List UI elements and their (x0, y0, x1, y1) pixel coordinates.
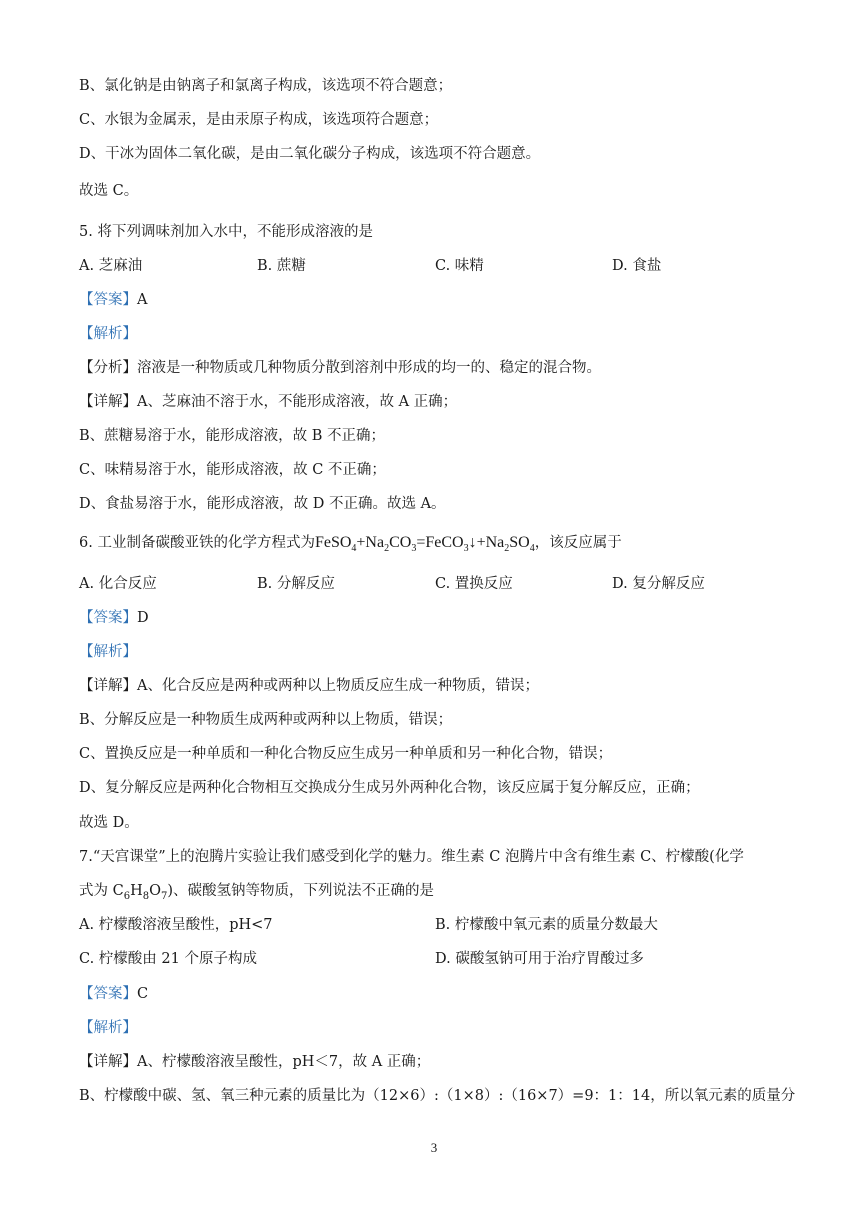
analysis-tag: 【解析】 (79, 1020, 137, 1036)
detail-text: A、化合反应是两种或两种以上物质反应生成一种物质，错误； (137, 678, 539, 694)
option-d: D. 复分解反应 (612, 576, 705, 592)
detail-text: A、芝麻油不溶于水，不能形成溶液，故 A 正确； (137, 394, 458, 410)
text-line: B、蔗糖易溶于水，能形成溶液，故 B 不正确； (79, 428, 386, 444)
detail-tag: 【详解】 (79, 1054, 137, 1070)
formula-sub: 3 (411, 543, 417, 555)
text-line: D、干冰为固体二氧化碳，是由二氧化碳分子构成，该选项不符合题意。 (79, 146, 541, 162)
answer-tag: 【答案】 (79, 986, 137, 1002)
formula-sub: 4 (351, 543, 357, 555)
answer-value: C (137, 986, 149, 1002)
detail-tag: 【详解】 (79, 678, 137, 694)
text-line: D、食盐易溶于水，能形成溶液，故 D 不正确。故选 A。 (79, 496, 446, 512)
option-c: C. 味精 (435, 258, 484, 274)
question-5: 5. 将下列调味剂加入水中，不能形成溶液的是 (79, 224, 373, 240)
option-a: A. 芝麻油 (79, 258, 143, 274)
question-7-cont (79, 881, 434, 907)
page-number: 3 (430, 1140, 438, 1155)
option-b: B. 蔗糖 (257, 258, 306, 274)
fenxi-text: 溶液是一种物质或几种物质分散到溶剂中形成的均一的、稳定的混合物。 (137, 360, 601, 376)
option-a: A. 化合反应 (79, 576, 157, 592)
answer-value: D (137, 610, 149, 626)
text-line: B、柠檬酸中碳、氢、氧三种元素的质量比为（12×6）:（1×8）:（16×7）=9：1：14，所以氧元素的质量分 (79, 1088, 796, 1104)
answer-line (79, 290, 147, 310)
text-line: 故选 D。 (79, 815, 139, 831)
analysis-line (79, 358, 601, 378)
q7-suffix: )、碳酸氢钠等物质，下列说法不正确的是 (167, 883, 435, 899)
formula-sub: 4 (529, 543, 535, 555)
detail-line (79, 676, 539, 696)
formula-part: +Na (356, 534, 385, 551)
question-6-suffix: ，该反应属于 (534, 535, 622, 551)
formula-part: O (149, 883, 162, 899)
detail-line (79, 392, 457, 412)
question-7: 7.“天宫课堂”上的泡腾片实验让我们感受到化学的魅力。维生素 C 泡腾片中含有维生素 C、柠檬酸(化学 (79, 849, 744, 865)
answer-line (79, 608, 149, 628)
answer-tag: 【答案】 (79, 292, 137, 308)
question-6-prefix: 6. 工业制备碳酸亚铁的化学方程式为 (79, 535, 315, 551)
formula-part: +Na (476, 534, 505, 551)
formula-sub: 2 (504, 543, 510, 555)
formula-sub: 3 (463, 543, 469, 555)
option-d: D. 碳酸氢钠可用于治疗胃酸过多 (435, 951, 644, 967)
formula-part: SO (509, 534, 530, 551)
answer-line (79, 984, 148, 1004)
formula-part: =FeCO (416, 534, 464, 551)
formula-sub: 7 (161, 890, 168, 902)
analysis-tag: 【解析】 (79, 326, 137, 342)
option-b: B. 分解反应 (257, 576, 335, 592)
option-a: A. 柠檬酸溶液呈酸性，pH<7 (79, 917, 273, 933)
answer-tag: 【答案】 (79, 610, 137, 626)
option-c: C. 柠檬酸由 21 个原子构成 (79, 951, 257, 967)
analysis-tag: 【解析】 (79, 644, 137, 660)
text-line: C、置换反应是一种单质和一种化合物反应生成另一种单质和另一种化合物，错误； (79, 746, 613, 762)
chemical-equation (314, 534, 535, 555)
option-c: C. 置换反应 (435, 576, 513, 592)
fenxi-tag: 【分析】 (79, 360, 137, 376)
formula-part: H (130, 883, 143, 899)
formula-part: CO (389, 534, 412, 551)
text-line: B、分解反应是一种物质生成两种或两种以上物质，错误； (79, 712, 453, 728)
text-line: C、味精易溶于水，能形成溶液，故 C 不正确； (79, 462, 386, 478)
answer-value: A (137, 292, 148, 308)
detail-text: A、柠檬酸溶液呈酸性，pH＜7，故 A 正确； (137, 1054, 431, 1070)
formula-part: FeSO (314, 534, 352, 551)
q7-prefix: 式为 C (79, 883, 124, 899)
precipitate-arrow: ↓ (468, 534, 477, 551)
option-d: D. 食盐 (612, 258, 662, 274)
question-6 (79, 533, 622, 559)
text-line: 故选 C。 (79, 183, 139, 199)
detail-tag: 【详解】 (79, 394, 137, 410)
formula-sub: 8 (142, 890, 150, 902)
text-line: D、复分解反应是两种化合物相互交换成分生成另外两种化合物，该反应属于复分解反应，正确； (79, 780, 700, 796)
formula-sub: 6 (123, 890, 131, 902)
detail-line (79, 1052, 430, 1072)
text-line: C、水银为金属汞，是由汞原子构成，该选项符合题意； (79, 112, 439, 128)
formula-sub: 2 (384, 543, 390, 555)
option-b: B. 柠檬酸中氧元素的质量分数最大 (435, 917, 658, 933)
text-line: B、氯化钠是由钠离子和氯离子构成，该选项不符合题意； (79, 78, 453, 94)
